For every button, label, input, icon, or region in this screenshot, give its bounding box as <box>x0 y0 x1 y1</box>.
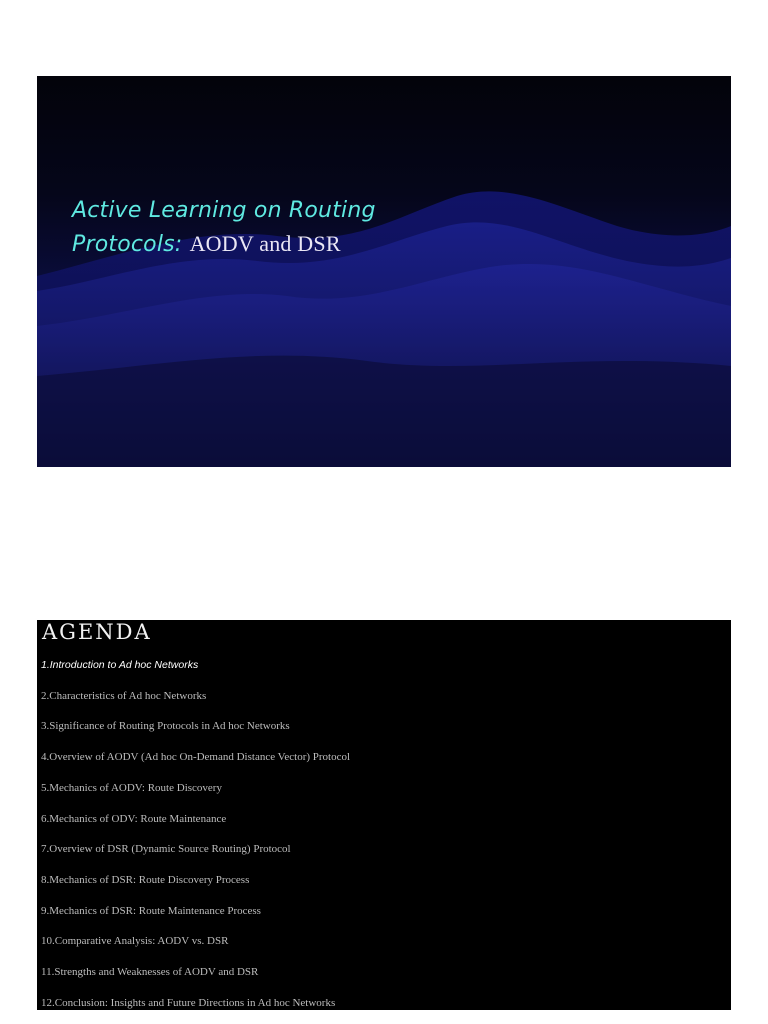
agenda-item: 12.Conclusion: Insights and Future Directions in Ad hoc Networks <box>41 996 336 1009</box>
agenda-item: 3.Significance of Routing Protocols in Ad hoc Networks <box>41 720 290 733</box>
agenda-item: 11.Strengths and Weaknesses of AODV and DSR <box>41 966 259 978</box>
agenda-item: 10.Comparative Analysis: AODV vs. DSR <box>41 935 229 948</box>
agenda-item: 1.Introduction to Ad hoc Networks <box>41 659 199 671</box>
agenda-heading: AGENDA <box>42 620 152 644</box>
slide-title-line2 <box>72 227 632 261</box>
agenda-item: 8.Mechanics of DSR: Route Discovery Process <box>41 873 250 886</box>
wave-background <box>37 76 731 467</box>
slide-title-prefix: Protocols: <box>72 232 190 257</box>
agenda-item: 9.Mechanics of DSR: Route Maintenance Process <box>41 904 261 917</box>
agenda-item: 2.Characteristics of Ad hoc Networks <box>41 689 207 702</box>
slide-title-suffix: AODV and DSR <box>189 231 341 256</box>
agenda-slide <box>37 620 731 1010</box>
agenda-item: 4.Overview of AODV (Ad hoc On-Demand Distance Vector) Protocol <box>41 751 351 764</box>
title-slide <box>37 76 731 467</box>
agenda-item: 5.Mechanics of AODV: Route Discovery <box>41 781 222 794</box>
slide-title-line1: Active Learning on Routing <box>72 198 376 223</box>
slide-title <box>72 194 632 261</box>
agenda-item: 6.Mechanics of ODV: Route Maintenance <box>41 812 227 825</box>
agenda-item: 7.Overview of DSR (Dynamic Source Routing) Protocol <box>41 843 291 856</box>
